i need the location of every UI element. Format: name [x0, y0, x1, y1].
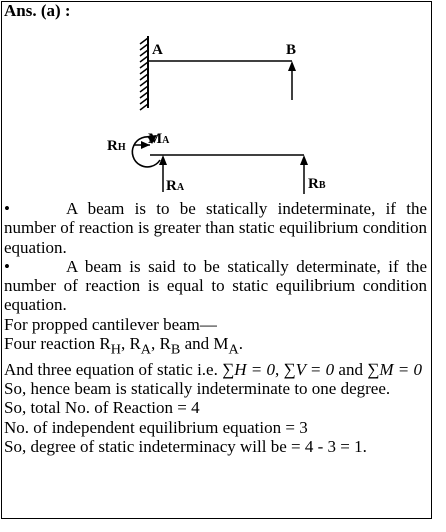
answer-text — [4, 199, 427, 456]
paragraph-reactions: Four reaction $R_H$, $R_A$, $R_B$ and $M_A$. — [4, 334, 243, 358]
bullet: • — [4, 199, 10, 218]
label-rb: RB — [308, 176, 326, 192]
paragraph-equations: And three equation of static i.e. ∑H = 0, ∑V = 0 and ∑M = 0 — [4, 359, 422, 379]
label-ra: RA — [166, 178, 185, 194]
rb-arrow-head — [300, 155, 308, 165]
prop-arrow-head — [288, 61, 296, 71]
paragraph-total: So, total No. of Reaction = 4 — [4, 398, 200, 418]
paragraph-independent: No. of independent equilibrium equation = 3 — [4, 417, 308, 437]
answer-heading: Ans. (a) : — [4, 1, 71, 20]
paragraph-indeterminate: • A beam is to be statically indeterminate, if the number of reaction is greater than static equilibrium condition equation. — [4, 199, 427, 257]
wall-hatching — [140, 38, 148, 110]
paragraph-determinate: • A beam is said to be statically determinate, if the number of reaction is equal to static equilibrium condition equation. — [4, 256, 427, 315]
label-b: B — [286, 42, 297, 58]
paragraph-degree: So, degree of static indeterminacy will be = 4 - 3 = 1. — [4, 436, 367, 456]
paragraph-propped: For propped cantilever beam— — [4, 314, 217, 334]
paragraph-conclusion: So, hence beam is statically indeterminate to one degree. — [4, 379, 391, 399]
bullet: • — [4, 256, 10, 276]
beam-figure — [0, 0, 446, 200]
propped-cantilever-diagram — [140, 36, 296, 110]
label-ma: MA — [148, 131, 170, 147]
ra-arrow-head — [159, 155, 167, 165]
label-a: A — [152, 42, 163, 58]
free-body-diagram — [107, 131, 326, 194]
label-rh: RH — [107, 138, 126, 154]
